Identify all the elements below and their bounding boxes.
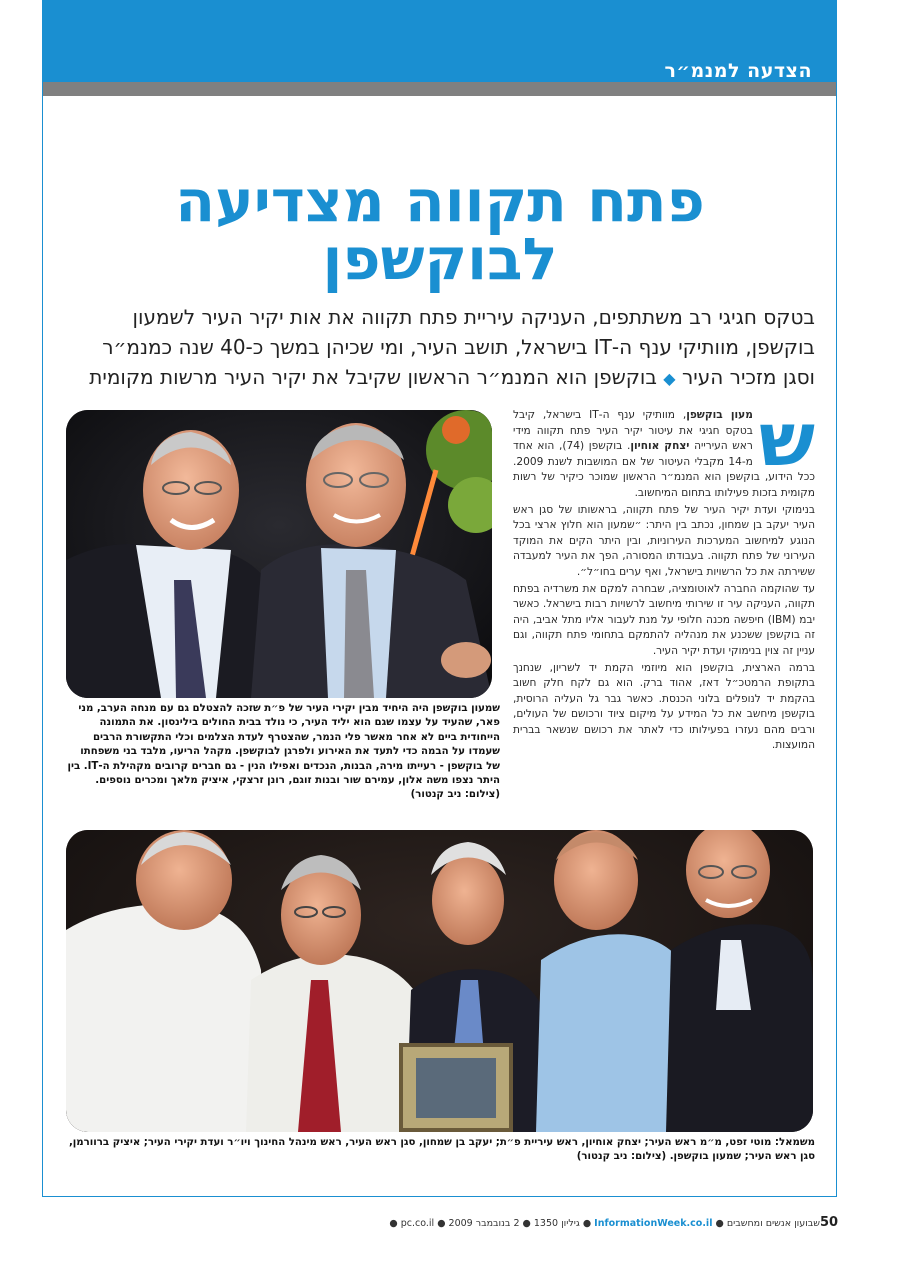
paragraph-1-text-a: , מוותיקי ענף ה-IT בישראל, קיבל בטקס חגיגי את עיטור יקיר העיר פתח תקווה מידי ראש העירייה: [513, 409, 753, 453]
footer-bullet-3: ●: [522, 1218, 531, 1229]
subheading-text-2: בוקשפן הוא המנמ״ר הראשון שקיבל את יקיר העיר מרשות מקומית: [89, 365, 657, 389]
footer: [390, 1218, 820, 1229]
subheading: [70, 302, 815, 394]
photo-group-illustration: [66, 830, 813, 1132]
article-body: [513, 397, 815, 755]
footer-site-link[interactable]: InformationWeek.co.il: [594, 1218, 713, 1229]
photo-two-men-illustration: [66, 410, 492, 698]
photo-two-men: [66, 410, 492, 698]
footer-bullet-1: ●: [715, 1218, 724, 1229]
drop-cap: ש: [758, 397, 815, 483]
paragraph-1: [513, 397, 815, 502]
footer-bullet-4: ●: [437, 1218, 446, 1229]
diamond-icon: ◆: [663, 369, 676, 388]
headline-line-2: לבוקשפן: [322, 225, 558, 293]
photo-group-caption: משמאל: מוטי זפט, מ״מ ראש העיר; יצחק אוחיון, ראש עיריית פ״ת; יעקב בן שמחון, סגן ראש העיר, ראש מינהל החינוך ויו״ר ועדת יקירי העיר; איציק ברוורמן, סגן ראש העיר; שמעון בוקשפן. (צילום: ניב קנטור): [68, 1137, 815, 1163]
paragraph-3: עד שהוקמה החברה לאוטומציה, שבחרה למקם את משרדיה בפתח תקווה, העניקה עיר זו שירותי מיחשוב לרשויות רבות בישראל. כאשר יבמ (IBM) חיפשה מכנה חלופי על מנת לעבור אליו מתל אביב, היה זה בוקשפן ששכנע את מנהליה להתמקם בתחומי פתח תקווה, וגם עניין זה צוין בנימוקי ועדת יקיר העיר.: [513, 582, 815, 657]
subheading-text-1: בטקס חגיגי רב משתתפים, העניקה עיריית פתח תקווה את אות יקיר העיר לשמעון בוקשפן, מוותיקי ענף ה-IT בישראל, תושב העיר, ומי שכיהן במשך כ-40 שנה כמנמ״ר וסגן מזכיר העיר: [102, 305, 815, 389]
photo-group: [66, 830, 813, 1132]
headline: [60, 167, 820, 293]
paragraph-1-text-b: . בוקשפן (74), הוא אחד מ-14 מקבלי העיטור של אם המושבות לשנת 2009. ככל הידוע, בוקשפן הוא המנמ״ר הראשון שמוכר כיקיר של רשות מקומית בזכות פעילותו בתחום המיחשוב.: [513, 440, 815, 499]
footer-publication: שבועון אנשים ומחשבים: [726, 1218, 820, 1229]
photo-two-men-caption: שמעון בוקשפן היה היחיד מבין יקירי העיר של פ״ת שזכה להצטלם גם עם מנחה הערב, מני פאר, שהעיד על עצמו שגם הוא יליד העיר, כי נולד בבית החולים בילינסון. את התמונה הייחודית ביים לא אחר מאשר פלי הנמר, שהצטרף לעדת הצלמים וכלי התקשורת הרבים שעמדו על הבמה כדי לתעד את האירוע ולפרגן לבוקשפן. מקהל הריעו, מלבד בני משפחתו של בוקשפן - רעייתו מירה, הבנות, הנכדים ואפילו הנין - גם חברים קרובים מקהילת ה-IT. בין היתר נצפו משה אלון, עמירם שור ובנות זוגם, רונן זרצקי, איציק מלאך ומכרים נוספים. (צילום: ניב קנטור): [67, 703, 500, 801]
subject-name: מעון בוקשפן: [686, 409, 753, 421]
page-number: 50: [820, 1215, 839, 1230]
section-tag: הצדעה למנמ״ר: [664, 60, 812, 82]
footer-bullet-2: ●: [582, 1218, 592, 1229]
footer-bullet-5: ●: [389, 1218, 398, 1229]
headline-line-1: פתח תקווה מצדיעה: [175, 167, 705, 235]
paragraph-4: ברמה הארצית, בוקשפן הוא מיוזמי הקמת יד לשריון, שנחנך בתקופת הרמטכ״ל דאז, אהוד ברק. הוא גם לקח חלק חשוב בהקמת יד לנופלים בלוני הכנסת. כאשר גבר גל העליה הרוסית, בוקשפן מיחשב את כל המידע על מיקום ציוד ורכושם של העולים, ורבים מהם נעזרו בפעילותו כדי לאתר את רכושם שנשאר בברית המועצות.: [513, 661, 815, 752]
mayor-name: יצחק אוחיון: [630, 440, 690, 453]
footer-issue: גיליון 1350: [533, 1218, 580, 1229]
footer-site-2[interactable]: pc.co.il: [400, 1218, 435, 1229]
paragraph-2: בנימוקי ועדת יקיר העיר של פתח תקווה, בראשותו של סגן ראש העיר יעקב בן שמחון, נכתב בין היתר: ״שמעון הוא חלוץ ארצי בכל הנוגע למיחשוב המערכות העירוניות, ובין היתר הקים את המוקד העירוני של פתח תקווה. בעבודתו המסורה, הפך את העיר למעבדה ששירתה את כל הרשויות בישראל, ואף ערים בחו״ל״.: [513, 503, 815, 578]
footer-date: 2 בנובמבר 2009: [448, 1218, 520, 1229]
